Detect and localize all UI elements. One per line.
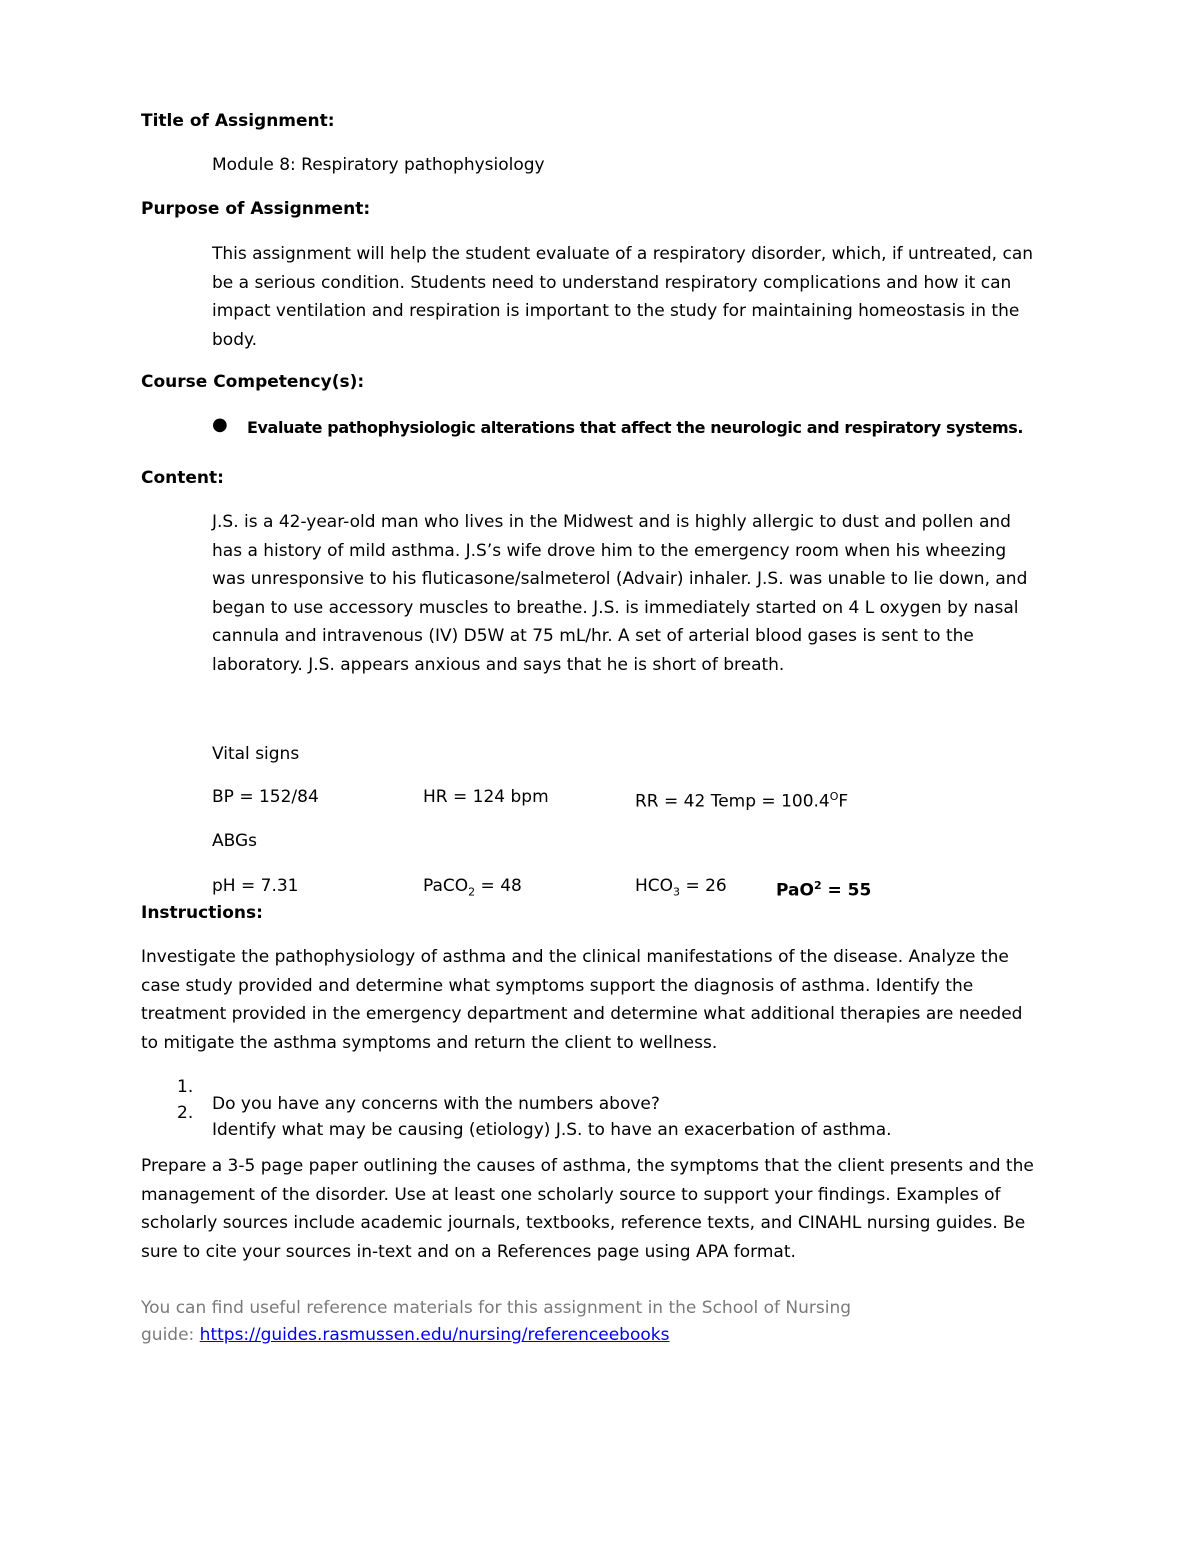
degree-mark: O — [829, 790, 839, 803]
purpose-paragraph — [212, 240, 1062, 354]
content-heading: Content: — [141, 468, 224, 488]
vitals-label: Vital signs — [212, 744, 300, 764]
case-line: laboratory. J.S. appears anxious and says that he is short of breath. — [212, 654, 785, 675]
abg-pao2 — [776, 872, 871, 905]
question-text: Identify what may be causing (etiology) J.S. to have an exacerbation of asthma. — [212, 1120, 892, 1140]
title-heading: Title of Assignment: — [141, 111, 335, 131]
competency-item: Evaluate pathophysiologic alterations that affect the neurologic and respiratory systems. — [247, 418, 1024, 437]
pao2-prefix: PaO — [776, 880, 814, 901]
temp-unit: F — [838, 791, 849, 812]
bullet-icon: ● — [212, 414, 228, 435]
purpose-line: impact ventilation and respiration is important to the study for maintaining homeostasis in the — [212, 301, 1020, 321]
paco2-prefix: PaCO — [423, 876, 469, 896]
purpose-heading: Purpose of Assignment: — [141, 199, 371, 219]
instructions-line: treatment provided in the emergency department and determine what additional therapies are needed — [141, 1004, 1023, 1024]
case-study-paragraph — [212, 508, 1062, 679]
instructions-line: Investigate the pathophysiology of asthma and the clinical manifestations of the disease. Analyze the — [141, 947, 1009, 967]
hco3-sub: 3 — [673, 885, 681, 899]
instructions-line: to mitigate the asthma symptoms and return the client to wellness. — [141, 1032, 718, 1053]
reference-guide-line — [141, 1321, 669, 1350]
vital-bp: BP = 152/84 — [212, 787, 319, 807]
hco3-value: = 26 — [680, 876, 727, 896]
prepare-line: scholarly sources include academic journals, textbooks, reference texts, and CINAHL nursing guides. Be — [141, 1213, 1026, 1233]
vital-hr: HR = 124 bpm — [423, 787, 549, 807]
case-line: was unresponsive to his fluticasone/salmeterol (Advair) inhaler. J.S. was unable to lie down, and — [212, 569, 1028, 589]
paco2-sub: 2 — [468, 885, 476, 899]
purpose-line: be a serious condition. Students need to understand respiratory complications and how it can — [212, 272, 1012, 293]
case-line: began to use accessory muscles to breathe. J.S. is immediately started on 4 L oxygen by nasal — [212, 597, 1019, 618]
abg-ph: pH = 7.31 — [212, 876, 299, 896]
reference-guide-prefix: guide: — [141, 1325, 200, 1345]
prepare-paragraph — [141, 1152, 1071, 1266]
reference-link[interactable]: https://guides.rasmussen.edu/nursing/referenceebooks — [199, 1325, 670, 1345]
rr-temp-text: RR = 42 Temp = 100.4 — [635, 791, 830, 812]
instructions-paragraph — [141, 943, 1071, 1057]
prepare-line: Prepare a 3-5 page paper outlining the causes of asthma, the symptoms that the client presents and the — [141, 1156, 1034, 1176]
prepare-line: sure to cite your sources in-text and on a References page using APA format. — [141, 1241, 796, 1262]
abgs-label: ABGs — [212, 831, 258, 851]
question-number: 1. — [177, 1077, 194, 1097]
abg-paco2 — [423, 872, 522, 906]
purpose-line: body. — [212, 329, 258, 350]
question-text: Do you have any concerns with the numbers above? — [212, 1094, 660, 1114]
prepare-line: management of the disorder. Use at least one scholarly source to support your findings. Examples of — [141, 1184, 1001, 1205]
case-line: cannula and intravenous (IV) D5W at 75 mL/hr. A set of arterial blood gases is sent to the — [212, 626, 974, 646]
competency-heading: Course Competency(s): — [141, 372, 365, 392]
pao2-sup: 2 — [813, 879, 822, 892]
case-line: J.S. is a 42-year-old man who lives in the Midwest and is highly allergic to dust and pollen and — [212, 512, 1011, 532]
question-number: 2. — [177, 1103, 194, 1123]
case-line: has a history of mild asthma. J.S’s wife drove him to the emergency room when his wheezing — [212, 540, 1007, 561]
pao2-value: = 55 — [821, 880, 872, 901]
paco2-value: = 48 — [475, 876, 522, 896]
reference-note: You can find useful reference materials for this assignment in the School of Nursing — [141, 1298, 852, 1318]
title-value: Module 8: Respiratory pathophysiology — [212, 155, 545, 175]
purpose-line: This assignment will help the student evaluate of a respiratory disorder, which, if untreated, can — [212, 244, 1034, 264]
abg-hco3 — [635, 872, 727, 906]
vital-rr-temp — [635, 783, 848, 816]
instructions-heading: Instructions: — [141, 903, 263, 923]
instructions-line: case study provided and determine what symptoms support the diagnosis of asthma. Identify the — [141, 975, 974, 996]
hco3-prefix: HCO — [635, 876, 674, 896]
